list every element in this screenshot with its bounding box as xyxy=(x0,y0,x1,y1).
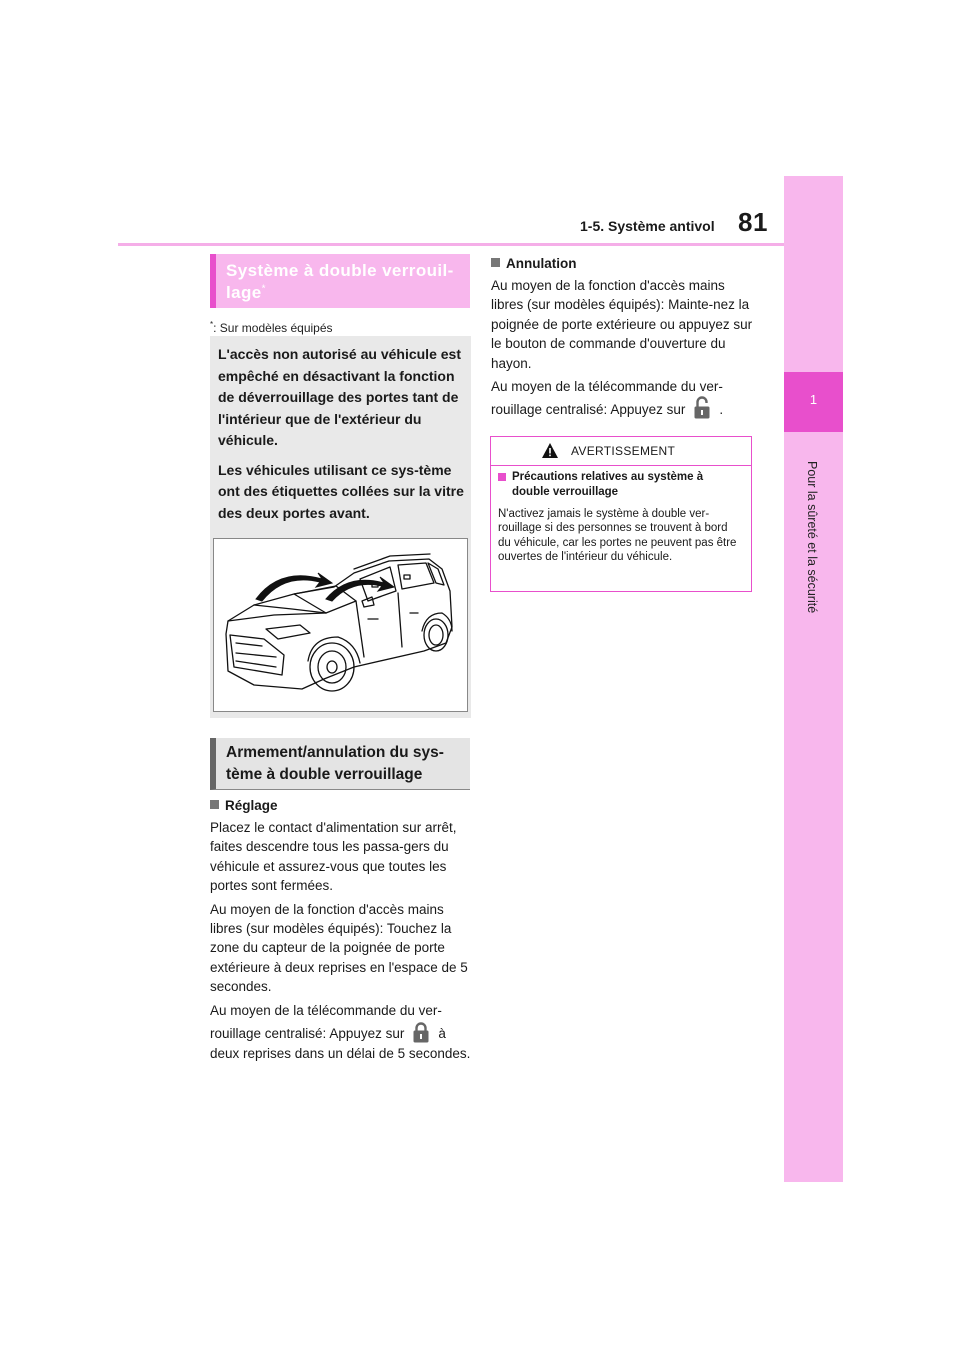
section-title: 1-5. Système antivol xyxy=(580,218,715,234)
warning-triangle-icon xyxy=(541,442,559,459)
unlock-icon xyxy=(690,396,714,420)
reglage-body xyxy=(210,818,472,1067)
subheading-annulation-text: Annulation xyxy=(506,256,577,271)
heading-arm-disarm-text: Armement/annulation du sys-tème à double verrouillage xyxy=(226,744,444,783)
footnote-text: : Sur modèles équipés xyxy=(213,321,333,335)
reglage-paragraph-3b: à deux reprises dans un délai de 5 secondes. xyxy=(210,1026,471,1062)
reglage-paragraph-3a: Au moyen de la télécommande du ver-rouillage centralisé: Appuyez sur xyxy=(210,1002,442,1042)
page-number: 81 xyxy=(738,207,768,237)
side-tab-strip xyxy=(784,176,843,1182)
annulation-paragraph-2b: . xyxy=(719,402,724,418)
info-paragraph-1: L'accès non autorisé au véhicule est empêché en désactivant la fonction de déverrouillage des portes tant de l'intérieur que de l'extérieur du véhicule. xyxy=(218,346,461,448)
subheading-reglage xyxy=(210,798,278,813)
side-chapter-number: 1 xyxy=(809,392,818,407)
car-illustration xyxy=(213,538,468,712)
info-text xyxy=(218,344,466,532)
warning-subheading-text: Précautions relatives au système à double verrouillage xyxy=(512,471,704,498)
heading-arm-disarm xyxy=(210,738,470,790)
info-box xyxy=(210,336,471,718)
info-paragraph-2: Les véhicules utilisant ce sys-tème ont des étiquettes collées sur la vitre des deux portes avant. xyxy=(218,461,464,521)
reglage-paragraph-2: Au moyen de la fonction d'accès mains libres (sur modèles équipés): Touchez la zone du capteur de la poignée de porte extérieure à deux reprises en l'espace de 5 secondes. xyxy=(210,901,468,995)
heading-asterisk: * xyxy=(261,283,266,295)
header-rule xyxy=(118,243,784,246)
heading-double-lock-text: Système à double verrouil-lage xyxy=(226,261,454,302)
side-chapter-title: Pour la sûreté et la sécurité xyxy=(805,461,819,614)
car-illustration-svg xyxy=(214,539,467,711)
square-bullet-icon xyxy=(210,800,219,809)
warning-subheading xyxy=(498,470,738,500)
annulation-paragraph-2 xyxy=(491,377,753,420)
reglage-paragraph-3 xyxy=(210,1001,472,1064)
subheading-reglage-text: Réglage xyxy=(225,798,278,813)
annulation-paragraph-1: Au moyen de la fonction d'accès mains libres (sur modèles équipés): Mainte-nez la poignée de porte extérieure ou appuyez sur le bouton de commande d'ouverture du hayon. xyxy=(491,278,753,371)
warning-text: N'activez jamais le système à double ver-rouillage si des personnes se trouvent à bord du véhicule, car les portes ne peuvent pas être ouvertes de l'intérieur du véhicule. xyxy=(498,508,737,564)
footnote xyxy=(210,320,333,335)
warning-title: AVERTISSEMENT xyxy=(571,444,676,458)
footnote-mark: * xyxy=(210,320,214,329)
square-bullet-icon xyxy=(498,473,506,481)
warning-box xyxy=(490,436,752,592)
annulation-paragraph-2a: Au moyen de la télécommande du ver-rouillage centralisé: Appuyez sur xyxy=(491,379,723,418)
warning-header xyxy=(491,437,751,466)
heading-double-lock xyxy=(210,254,470,308)
reglage-paragraph-1: Placez le contact d'alimentation sur arrêt, faites descendre tous les passa-gers du véhicule et assurez-vous que toutes les portes sont fermées. xyxy=(210,820,457,894)
lock-icon xyxy=(409,1020,433,1044)
annulation-body xyxy=(491,276,753,424)
square-bullet-icon xyxy=(491,258,500,267)
subheading-annulation xyxy=(491,256,577,271)
